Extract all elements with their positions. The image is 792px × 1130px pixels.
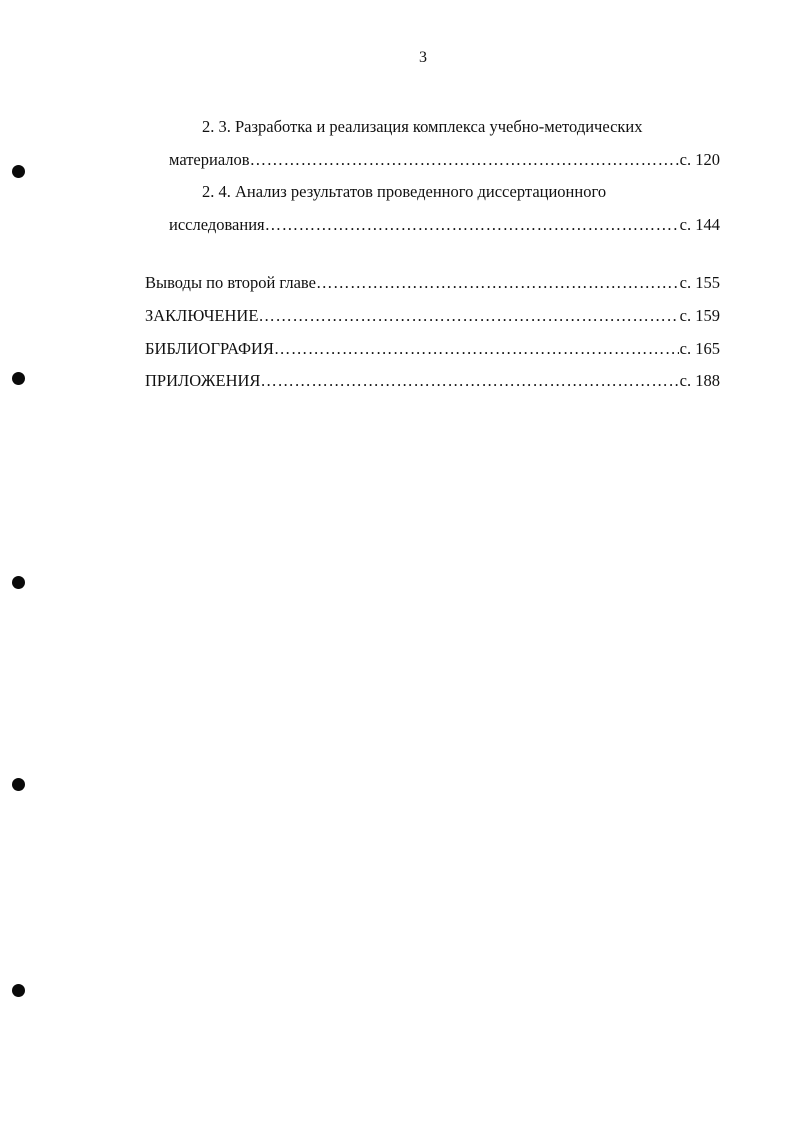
toc-entry-2-4 bbox=[169, 215, 720, 235]
dot-leader bbox=[258, 306, 678, 326]
punch-hole-icon bbox=[12, 576, 25, 589]
punch-hole-icon bbox=[12, 165, 25, 178]
toc-entry-conclusions-chapter-2 bbox=[145, 273, 720, 293]
dot-leader bbox=[274, 339, 679, 359]
dot-leader bbox=[316, 273, 679, 293]
punch-hole-icon bbox=[12, 984, 25, 997]
toc-entry-page: с. 159 bbox=[679, 306, 720, 325]
dot-leader bbox=[260, 371, 678, 391]
toc-entry-appendices bbox=[145, 371, 720, 391]
toc-entry-label: ПРИЛОЖЕНИЯ bbox=[145, 371, 261, 390]
dot-leader bbox=[250, 150, 679, 170]
dot-leader bbox=[265, 215, 679, 235]
toc-entry-label: ЗАКЛЮЧЕНИЕ bbox=[145, 306, 259, 325]
toc-entry-label: БИБЛИОГРАФИЯ bbox=[145, 339, 274, 358]
page-number: 3 bbox=[419, 49, 427, 66]
toc-entry-2-4-page: с. 144 bbox=[679, 215, 720, 234]
toc-entry-2-4-title: 2. 4. Анализ результатов проведенного диссертационного bbox=[202, 182, 607, 201]
toc-entry-2-3-title: 2. 3. Разработка и реализация комплекса учебно-методических bbox=[202, 117, 643, 136]
toc-entry-conclusion bbox=[145, 306, 720, 326]
toc-entry-2-3 bbox=[169, 150, 720, 170]
toc-entry-page: с. 165 bbox=[679, 339, 720, 358]
toc-entry-2-3-page: с. 120 bbox=[679, 150, 720, 169]
toc-entry-2-3-label: материалов bbox=[169, 150, 250, 169]
toc-entry-2-4-label: исследования bbox=[169, 215, 265, 234]
toc-entry-bibliography bbox=[145, 339, 720, 359]
toc-entry-page: с. 155 bbox=[679, 273, 720, 292]
punch-hole-icon bbox=[12, 778, 25, 791]
toc-entry-page: с. 188 bbox=[679, 371, 720, 390]
punch-hole-icon bbox=[12, 372, 25, 385]
toc-entry-label: Выводы по второй главе bbox=[145, 273, 316, 292]
